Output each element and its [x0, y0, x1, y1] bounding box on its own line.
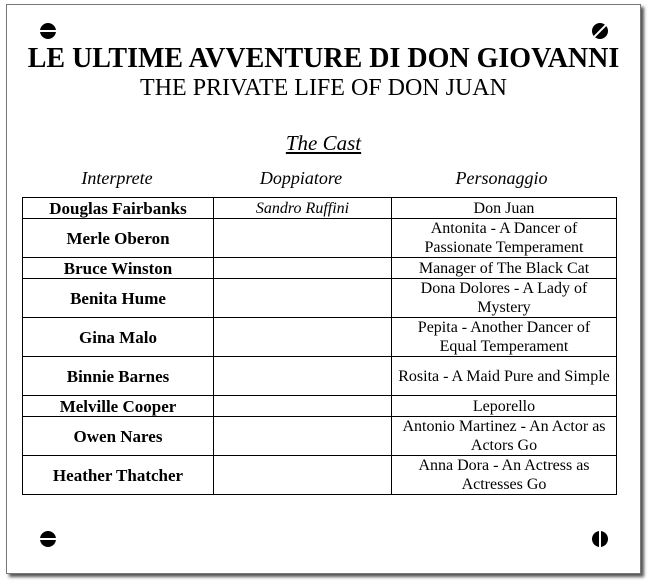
- dubber-cell: [214, 258, 392, 279]
- table-row: [23, 318, 617, 357]
- column-header-interprete: Interprete: [81, 168, 153, 188]
- column-header-doppiatore: Doppiatore: [259, 168, 343, 188]
- actor-cell: Owen Nares: [23, 417, 214, 456]
- cast-table: [22, 197, 617, 495]
- actor-cell: Heather Thatcher: [23, 456, 214, 495]
- dubber-cell: [214, 417, 392, 456]
- table-row: [23, 417, 617, 456]
- dubber-cell: [214, 318, 392, 357]
- screw-hole-icon: [592, 531, 608, 547]
- actor-cell: Douglas Fairbanks: [23, 198, 214, 219]
- actor-cell: Binnie Barnes: [23, 357, 214, 396]
- character-cell: Antonio Martinez - An Actor as Actors Go: [392, 417, 617, 456]
- character-cell: Anna Dora - An Actress as Actresses Go: [392, 456, 617, 495]
- table-row: [23, 198, 617, 219]
- actor-cell: Bruce Winston: [23, 258, 214, 279]
- actor-cell: Melville Cooper: [23, 396, 214, 417]
- dubber-cell: [214, 357, 392, 396]
- character-cell: Dona Dolores - A Lady of Mystery: [392, 279, 617, 318]
- dubber-cell: [214, 219, 392, 258]
- table-row: [23, 456, 617, 495]
- character-cell: Antonita - A Dancer of Passionate Temperament: [392, 219, 617, 258]
- page-title: LE ULTIME AVVENTURE DI DON GIOVANNI: [27, 43, 620, 74]
- character-cell: Rosita - A Maid Pure and Simple: [392, 357, 617, 396]
- cast-plate: [6, 4, 641, 574]
- character-cell: Leporello: [392, 396, 617, 417]
- character-cell: Pepita - Another Dancer of Equal Temperament: [392, 318, 617, 357]
- page-subtitle: THE PRIVATE LIFE OF DON JUAN: [140, 75, 507, 101]
- table-row: [23, 396, 617, 417]
- actor-cell: Merle Oberon: [23, 219, 214, 258]
- cast-heading: The Cast: [285, 131, 362, 155]
- dubber-cell: [214, 396, 392, 417]
- screw-hole-icon: [40, 23, 56, 39]
- actor-cell: Benita Hume: [23, 279, 214, 318]
- screw-hole-icon: [40, 531, 56, 547]
- table-row: [23, 258, 617, 279]
- dubber-cell: [214, 456, 392, 495]
- table-row: [23, 279, 617, 318]
- character-cell: Manager of The Black Cat: [392, 258, 617, 279]
- character-cell: Don Juan: [392, 198, 617, 219]
- column-header-personaggio: Personaggio: [455, 168, 548, 188]
- table-row: [23, 219, 617, 258]
- screw-hole-icon: [592, 23, 608, 39]
- dubber-cell: Sandro Ruffini: [214, 198, 392, 219]
- dubber-cell: [214, 279, 392, 318]
- actor-cell: Gina Malo: [23, 318, 214, 357]
- table-row: [23, 357, 617, 396]
